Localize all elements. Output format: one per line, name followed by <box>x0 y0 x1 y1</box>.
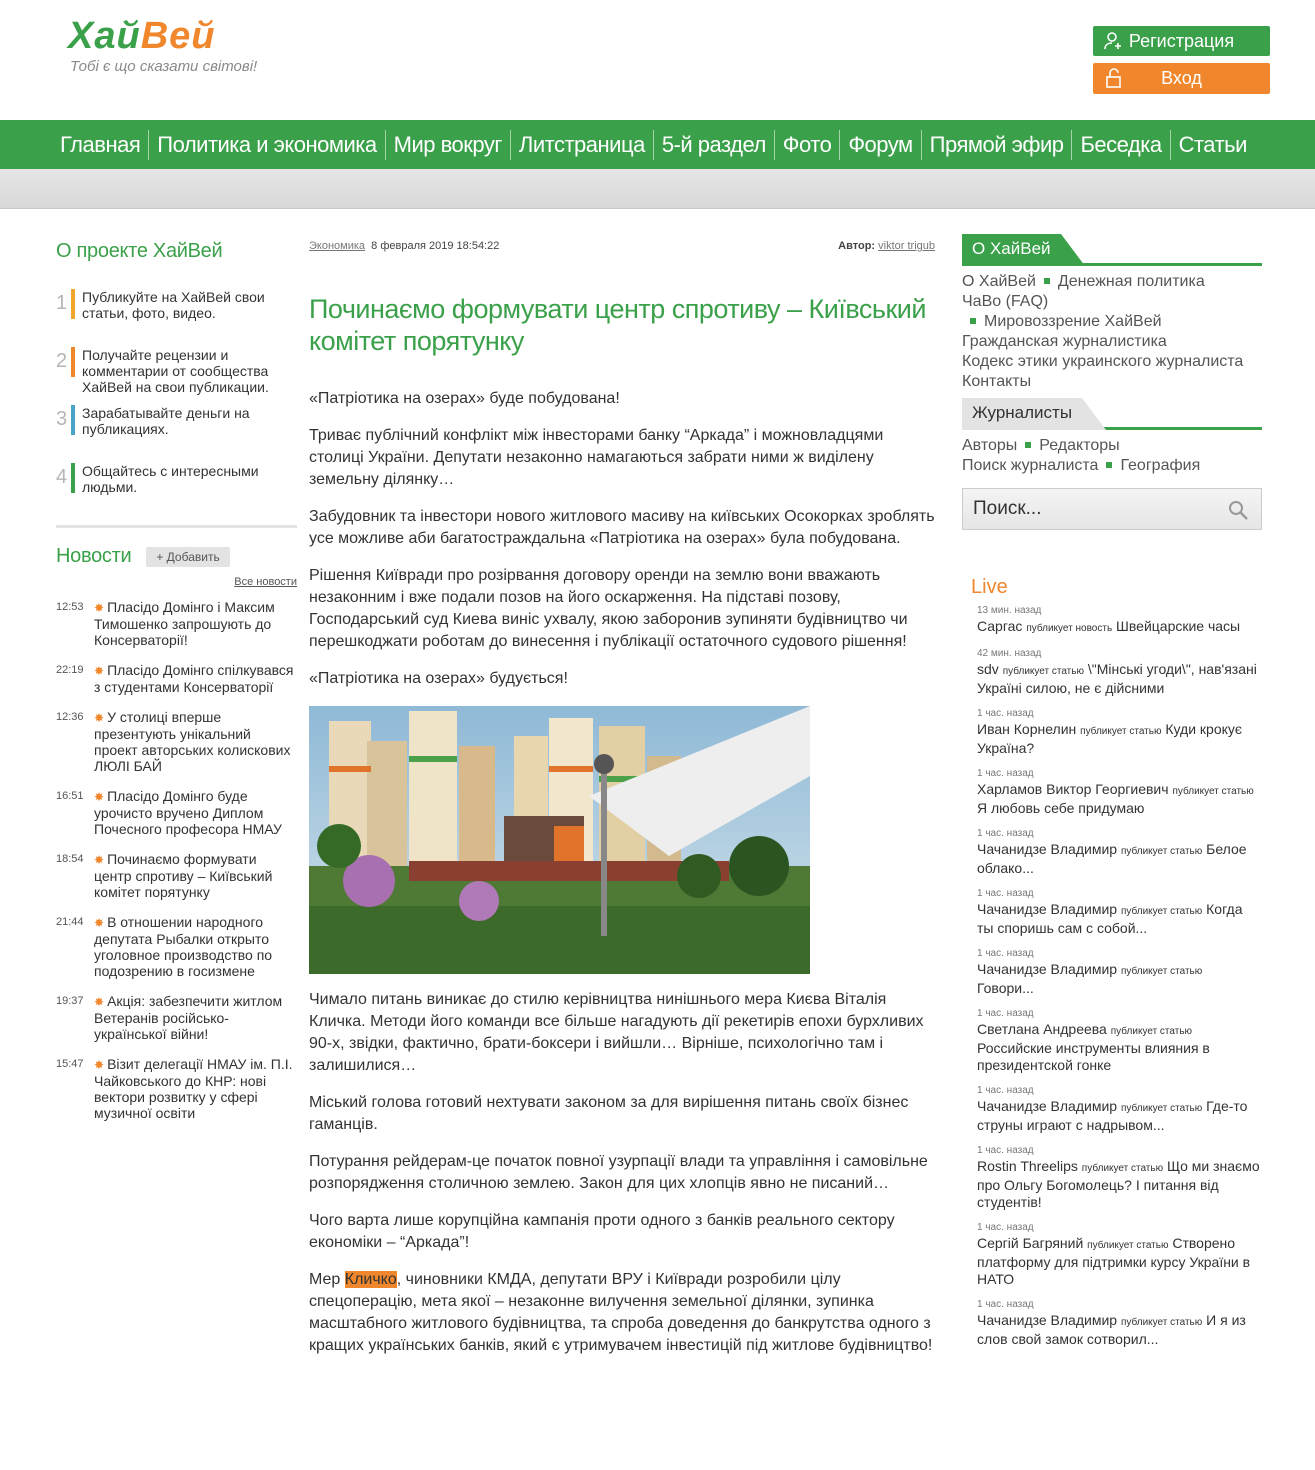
step-text: Зарабатывайте деньги на публикациях. <box>82 405 250 437</box>
live-time: 1 час. назад <box>977 768 1034 779</box>
live-item <box>977 1008 1262 1074</box>
live-action: публикует статью <box>1120 966 1203 977</box>
about-steps <box>56 289 297 521</box>
divider <box>56 525 297 528</box>
news-item[interactable] <box>56 1056 297 1121</box>
news-headline[interactable]: Візит делегації НМАУ ім. П.І. Чайковського до КНР: нові вектори розвитку у сфері музичної освіти <box>94 1056 293 1121</box>
live-action: публикует статью <box>1110 1026 1193 1037</box>
news-star-icon: ✸ <box>94 790 105 804</box>
link-worldview[interactable]: Мировоззрение ХайВей <box>984 313 1162 330</box>
article-paragraph: «Патріотика на озерах» будується! <box>309 670 568 687</box>
left-column <box>56 240 297 1135</box>
step-text: Получайте рецензии и комментарии от сообщества ХайВей на свои публикации. <box>82 347 269 395</box>
news-time: 16:51 <box>56 790 84 802</box>
news-star-icon: ✸ <box>94 664 105 678</box>
step-bar <box>71 289 75 319</box>
news-time: 15:47 <box>56 1058 84 1070</box>
article-paragraph: Забудовник та інвестори нового житлового масиву на київських Осокорках зроблять усе можливе аби багатостраждальна «Патріотика на озерах» була побудована. <box>309 508 935 547</box>
news-time: 12:53 <box>56 601 84 613</box>
live-time: 13 мин. назад <box>977 605 1042 616</box>
live-link[interactable]: Белое облако... <box>977 841 1247 876</box>
link-ethics-code[interactable]: Кодекс этики украинского журналиста <box>962 353 1244 370</box>
news-item[interactable] <box>56 709 297 774</box>
live-item <box>977 768 1262 817</box>
add-news-button[interactable]: + Добавить <box>146 547 229 567</box>
article-author-link[interactable]: viktor trigub <box>878 240 935 252</box>
news-headline[interactable]: У столиці вперше презентують унікальний проект авторських колискових ЛЮЛІ БАЙ <box>94 709 291 774</box>
news-time: 18:54 <box>56 853 84 865</box>
nav-item-fifth-section[interactable]: 5-й раздел <box>661 131 766 157</box>
article-paragraph: Триває публічний конфлікт між інвесторами банку “Аркада” і можновладцями столиці України. Депутати незаконно намагаються забрати ними ж виділену земельну ділянку… <box>309 427 884 488</box>
bullet-icon <box>970 318 976 324</box>
step-number: 2 <box>56 350 68 372</box>
live-time: 1 час. назад <box>977 948 1034 959</box>
article-paragraph: Міський голова готовий нехтувати законом за для вирішення питань своїх бізнес гаманців. <box>309 1094 909 1133</box>
journalists-tab[interactable]: Журналисты <box>962 398 1082 430</box>
live-time: 42 мин. назад <box>977 648 1042 659</box>
live-user[interactable]: Светлана Андреева <box>977 1021 1107 1037</box>
live-title: Live <box>971 576 1008 598</box>
live-action: публикует статью <box>1120 1103 1203 1114</box>
live-time: 1 час. назад <box>977 828 1034 839</box>
step-bar <box>71 463 75 493</box>
search-icon[interactable] <box>1227 499 1249 521</box>
step-number: 1 <box>56 292 68 314</box>
news-star-icon: ✸ <box>94 853 105 867</box>
user-add-icon <box>1103 30 1125 52</box>
news-title[interactable]: Новости <box>56 545 132 567</box>
live-time: 1 час. назад <box>977 1299 1034 1310</box>
live-item <box>977 1085 1262 1134</box>
live-link[interactable]: Когда ты споришь сам с собой... <box>977 901 1243 936</box>
link-editors[interactable]: Редакторы <box>1039 437 1120 454</box>
news-time: 22:19 <box>56 664 84 676</box>
nav-item-politics[interactable]: Политика и экономика <box>157 131 377 157</box>
article-paragraph: Рішення Київради про розірвання договору оренди на землю вони вважають незаконним і вже подали позов на його оскарження. На підставі позову, Господарський суд Киева виніс ухвалу, якою заборонив зупиняти будівництво чи перешкоджати роботам до винесення і публікації остаточного судового рішення! <box>309 567 908 650</box>
live-item <box>977 948 1262 997</box>
step-bar <box>71 405 75 435</box>
news-headline[interactable]: В отношении народного депутата Рыбалки открыто уголовное производство по подозрению в госизмене <box>94 914 273 979</box>
article-paragraph <box>309 1269 935 1357</box>
live-link[interactable]: Швейцарские часы <box>1116 618 1241 634</box>
live-action: публикует статью <box>1172 786 1254 797</box>
article-category-link[interactable]: Экономика <box>309 240 366 252</box>
search-input[interactable] <box>973 495 1213 523</box>
step-text: Общайтесь с интересными людьми. <box>82 463 259 495</box>
paragraph-text: Мер <box>309 1271 345 1288</box>
news-header <box>56 545 297 568</box>
live-link[interactable]: И я из слов свой замок сотворил... <box>977 1312 1246 1347</box>
step-text: Публикуйте на ХайВей свои статьи, фото, видео. <box>82 289 265 321</box>
nav-item-chat[interactable]: Беседка <box>1080 131 1162 157</box>
bullet-icon <box>1106 462 1112 468</box>
nav-item-home[interactable]: Главная <box>60 131 141 157</box>
news-headline[interactable]: Пласідо Домінго і Максим Тимошенко запрошують до Консерваторії! <box>94 599 275 648</box>
news-item[interactable] <box>56 914 297 979</box>
news-headline[interactable]: Акція: забезпечити житлом Ветеранів російсько-української війни! <box>94 993 283 1042</box>
live-user[interactable]: Чачанидзе Владимир <box>977 901 1118 917</box>
step-number: 3 <box>56 408 68 430</box>
site-logo[interactable] <box>68 16 257 75</box>
news-star-icon: ✸ <box>94 995 105 1009</box>
link-find-journalist[interactable]: Поиск журналиста <box>962 457 1099 474</box>
live-user[interactable]: Чачанидзе Владимир <box>977 961 1118 977</box>
news-time: 19:37 <box>56 995 84 1007</box>
live-item <box>977 605 1262 637</box>
highlighted-term: Кличко <box>344 1271 397 1288</box>
live-user[interactable]: Rostin Threelips <box>977 1158 1078 1174</box>
live-time: 1 час. назад <box>977 708 1034 719</box>
link-citizen-journalism[interactable]: Гражданская журналистика <box>962 333 1167 350</box>
live-user[interactable]: Чачанидзе Владимир <box>977 1098 1118 1114</box>
nav-item-forum[interactable]: Форум <box>848 131 913 157</box>
register-label: Регистрация <box>1128 30 1235 51</box>
live-item <box>977 1299 1262 1348</box>
bullet-icon <box>1044 278 1050 284</box>
link-money-policy[interactable]: Денежная политика <box>1057 273 1205 290</box>
nav-item-live[interactable]: Прямой эфир <box>929 131 1064 157</box>
live-item <box>977 828 1262 877</box>
news-item[interactable] <box>56 993 297 1042</box>
header <box>0 0 1315 120</box>
nav-item-literature[interactable]: Литстраница <box>518 131 645 157</box>
news-list <box>56 599 297 1121</box>
logo-tagline: Тобі є що сказати світові! <box>70 58 258 75</box>
link-about[interactable]: О ХайВей <box>962 273 1036 290</box>
article-meta <box>309 240 935 252</box>
live-user[interactable]: Чачанидзе Владимир <box>977 1312 1118 1328</box>
live-link[interactable]: Куди крокує Україна? <box>977 721 1243 756</box>
login-button[interactable] <box>1093 63 1270 94</box>
article-date: 8 февраля 2019 18:54:22 <box>371 240 500 252</box>
about-step <box>56 405 297 463</box>
register-button[interactable] <box>1093 26 1270 56</box>
step-number: 4 <box>56 466 68 488</box>
news-item[interactable] <box>56 851 297 900</box>
about-links <box>962 272 1262 392</box>
live-action: публикует статью <box>1120 1317 1203 1328</box>
article <box>309 240 935 1357</box>
article-paragraph: Чого варта лише корупційна кампанія проти одного з банків реального сектору економіки – “Аркада”! <box>309 1212 895 1251</box>
live-action: публикует статью <box>1120 846 1203 857</box>
news-star-icon: ✸ <box>94 1058 105 1072</box>
logo-part-1: Хай <box>68 15 141 57</box>
news-item[interactable] <box>56 662 297 695</box>
news-time: 12:36 <box>56 711 84 723</box>
step-bar <box>71 347 75 377</box>
article-paragraph: Чимало питань виникає до стилю керівництва нинішнього мера Києва Віталія Кличка. Методи його команди все більше нагадують дії рекетирів епохи бурхливих 90-х, звідки, фактично, брати-боксери і вийшли… Вірніше, психологічно там і залишилися… <box>309 991 924 1074</box>
author-label: Автор: <box>838 240 876 252</box>
live-action: публикует статью <box>1120 906 1203 917</box>
nav-item-articles[interactable]: Статьи <box>1178 131 1247 157</box>
sub-nav-bar <box>0 169 1315 209</box>
login-label: Вход <box>1161 68 1202 88</box>
link-contacts[interactable]: Контакты <box>962 373 1032 390</box>
article-paragraph: «Патріотика на озерах» буде побудована! <box>309 390 620 407</box>
link-authors[interactable]: Авторы <box>962 437 1018 454</box>
right-sidebar <box>962 234 1262 1359</box>
news-item[interactable] <box>56 788 297 837</box>
live-time: 1 час. назад <box>977 1008 1034 1019</box>
about-project-title[interactable]: О проекте ХайВей <box>56 240 223 262</box>
live-time: 1 час. назад <box>977 888 1034 899</box>
about-tab[interactable]: О ХайВей <box>962 234 1061 266</box>
live-item <box>977 1145 1262 1211</box>
journalists-links <box>962 436 1262 476</box>
about-step <box>56 347 297 405</box>
live-user[interactable]: Сергій Багряний <box>977 1235 1084 1251</box>
search-box <box>962 488 1262 530</box>
news-star-icon: ✸ <box>94 601 105 615</box>
live-user[interactable]: Чачанидзе Владимир <box>977 841 1118 857</box>
live-item <box>977 648 1262 697</box>
news-time: 21:44 <box>56 916 84 928</box>
building-render-image <box>309 706 810 974</box>
article-body <box>309 388 935 1357</box>
link-geography[interactable]: География <box>1120 457 1201 474</box>
live-link[interactable]: Российские инструменты влияния в президентской гонке <box>977 1040 1210 1073</box>
live-action: публикует статью <box>1081 1163 1164 1174</box>
live-user[interactable]: Саргас <box>977 618 1023 634</box>
live-item <box>977 888 1262 937</box>
live-action: публикует статью <box>1080 726 1162 737</box>
about-step <box>56 289 297 347</box>
news-headline[interactable]: Пласідо Домінго буде урочисто вручено Диплом Почесного професора НМАУ <box>94 788 282 837</box>
link-faq[interactable]: ЧаВо (FAQ) <box>962 293 1049 310</box>
live-link[interactable]: Где-то струны играют с надрывом... <box>977 1098 1248 1133</box>
news-star-icon: ✸ <box>94 916 105 930</box>
logo-part-2: Вей <box>140 15 216 57</box>
article-paragraph: Потурання рейдерам-це початок повної узурпації влади та управління і самовільне розпорядження столичною землею. Закон для цих хлопців явно не писаний… <box>309 1153 928 1192</box>
live-user[interactable]: sdv <box>977 661 999 677</box>
article-photo[interactable] <box>309 706 810 974</box>
news-headline[interactable]: Пласідо Домінго спілкувався з студентами Консерваторії <box>94 662 294 695</box>
live-user[interactable]: Иван Корнелин <box>977 721 1077 737</box>
live-link[interactable]: Говори... <box>977 980 1034 996</box>
about-tab-header <box>962 234 1262 266</box>
all-news-link[interactable]: Все новости <box>234 576 297 588</box>
live-time: 1 час. назад <box>977 1222 1034 1233</box>
live-action: публикует новость <box>1026 623 1113 634</box>
live-item <box>977 708 1262 757</box>
live-time: 1 час. назад <box>977 1085 1034 1096</box>
main-nav <box>0 120 1315 169</box>
live-feed <box>962 605 1262 1348</box>
lock-icon <box>1103 67 1125 89</box>
live-link[interactable]: Що ми знаємо про Ольгу Богомолець? І питання від студентів! <box>977 1158 1260 1210</box>
live-link[interactable]: \"Мінські угоди\", нав'язані Україні силою, не є дійсними <box>977 661 1257 696</box>
nav-item-world[interactable]: Мир вокруг <box>393 131 502 157</box>
live-item <box>977 1222 1262 1288</box>
news-star-icon: ✸ <box>94 711 105 725</box>
news-headline[interactable]: Починаємо формувати центр спротиву – Київський комітет порятунку <box>94 851 273 900</box>
journalists-tab-header <box>962 398 1262 430</box>
nav-item-photo[interactable]: Фото <box>782 131 832 157</box>
live-time: 1 час. назад <box>977 1145 1034 1156</box>
logo-text <box>68 16 257 56</box>
live-link[interactable]: Я любовь себе придумаю <box>977 800 1145 816</box>
live-link[interactable]: Створено платформу для підтримки курсу України в НАТО <box>977 1235 1251 1287</box>
live-action: публикует статью <box>1087 1240 1169 1251</box>
live-action: публикует статью <box>1002 666 1084 677</box>
bullet-icon <box>1025 442 1031 448</box>
paragraph-text: , чиновники КМДА, депутати ВРУ і Київради розробили цілу спецоперацію, мета якої – незаконне вилучення земельної ділянки, зупинка масштабного житлового будівництва, та спроба доведення до банкрутства одного з кращих українських банків, який є утримувачем інвестицій під житлове будівництво! <box>309 1271 933 1354</box>
live-user[interactable]: Харламов Виктор Георгиевич <box>977 781 1169 797</box>
news-item[interactable] <box>56 599 297 648</box>
about-step <box>56 463 297 521</box>
article-title: Починаємо формувати центр спротиву – Київський комітет порятунку <box>309 294 926 356</box>
